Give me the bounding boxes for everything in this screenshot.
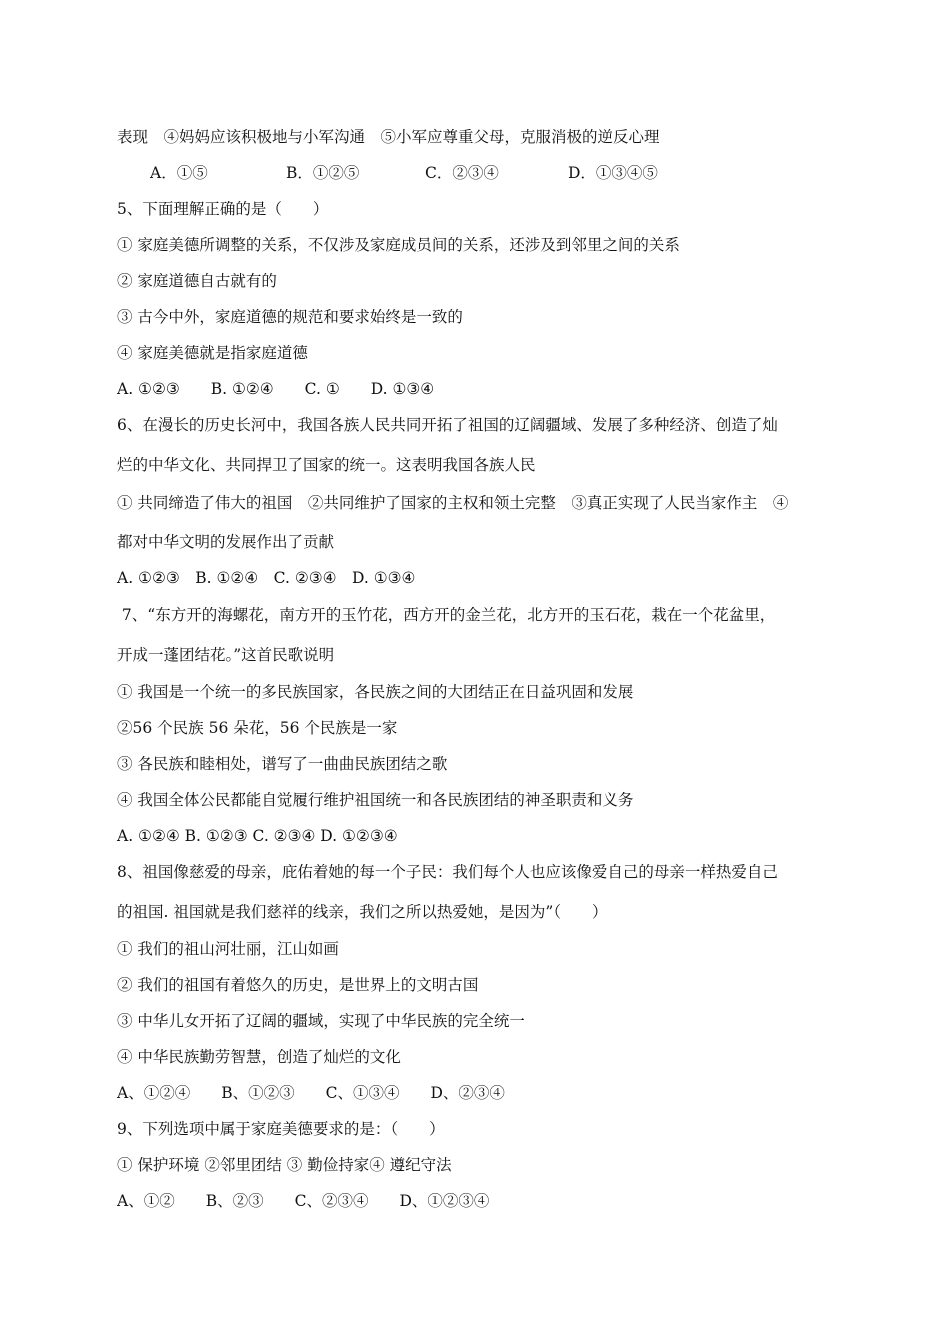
q6-stem-line-1: 6、在漫长的历史长河中，我国各族人民共同开拓了祖国的辽阔疆域、发展了多种经济、创造了灿 bbox=[117, 416, 778, 434]
q6-stem-line-2: 烂的中华文化、共同捍卫了国家的统一。这表明我国各族人民 bbox=[117, 456, 536, 474]
q9-stem: 9、下列选项中属于家庭美德要求的是：（ ） bbox=[117, 1120, 445, 1138]
q9-statements: ① 保护环境 ②邻里团结 ③ 勤俭持家④ 遵纪守法 bbox=[117, 1156, 452, 1174]
q7-statement-1: ① 我国是一个统一的多民族国家，各民族之间的大团结正在日益巩固和发展 bbox=[117, 683, 634, 701]
q8-stem-line-2: 的祖国. 祖国就是我们慈祥的线亲，我们之所以热爱她，是因为”（ ） bbox=[117, 903, 608, 921]
q4-option-a: A．①⑤ bbox=[150, 164, 208, 182]
q8-statement-1: ① 我们的祖山河壮丽，江山如画 bbox=[117, 940, 339, 958]
q5-stem: 5、下面理解正确的是（ ） bbox=[117, 200, 329, 218]
q8-statement-3: ③ 中华儿女开拓了辽阔的疆域，实现了中华民族的完全统一 bbox=[117, 1012, 525, 1030]
q5-statement-2: ② 家庭道德自古就有的 bbox=[117, 272, 277, 290]
q7-statement-2: ②56 个民族 56 朵花，56 个民族是一家 bbox=[117, 719, 398, 737]
q5-statement-4: ④ 家庭美德就是指家庭道德 bbox=[117, 344, 308, 362]
q8-stem-line-1: 8、祖国像慈爱的母亲，庇佑着她的每一个子民：我们每个人也应该像爱自己的母亲一样热爱自己 bbox=[117, 863, 778, 881]
q4-option-c: C．②③④ bbox=[425, 164, 499, 182]
q5-statement-1: ① 家庭美德所调整的关系，不仅涉及家庭成员间的关系，还涉及到邻里之间的关系 bbox=[117, 236, 680, 254]
q7-stem-line-2: 开成一蓬团结花。”这首民歌说明 bbox=[117, 646, 335, 664]
q5-options: A. ①②③ B. ①②④ C. ① D. ①③④ bbox=[117, 380, 435, 398]
q4-option-b: B．①②⑤ bbox=[286, 164, 360, 182]
q7-statement-3: ③ 各民族和睦相处，谱写了一曲曲民族团结之歌 bbox=[117, 755, 448, 773]
q4-options bbox=[150, 163, 750, 183]
q5-statement-3: ③ 古今中外，家庭道德的规范和要求始终是一致的 bbox=[117, 308, 463, 326]
q7-stem-line-1: 7、“东方开的海螺花，南方开的玉竹花，西方开的金兰花，北方开的玉石花，栽在一个花盆里， bbox=[117, 606, 776, 624]
q8-statement-4: ④ 中华民族勤劳智慧，创造了灿烂的文化 bbox=[117, 1048, 401, 1066]
q6-options: A. ①②③ B. ①②④ C. ②③④ D. ①③④ bbox=[117, 569, 416, 587]
q9-options: A、①② B、②③ C、②③④ D、①②③④ bbox=[117, 1192, 490, 1210]
q4-statements-continued: 表现 ④妈妈应该积极地与小军沟通 ⑤小军应尊重父母，克服消极的逆反心理 bbox=[117, 128, 660, 146]
q7-options: A. ①②④ B. ①②③ C. ②③④ D. ①②③④ bbox=[117, 827, 398, 845]
q8-statement-2: ② 我们的祖国有着悠久的历史，是世界上的文明古国 bbox=[117, 976, 479, 994]
q7-statement-4: ④ 我国全体公民都能自觉履行维护祖国统一和各民族团结的神圣职责和义务 bbox=[117, 791, 634, 809]
q8-options: A、①②④ B、①②③ C、①③④ D、②③④ bbox=[117, 1084, 505, 1102]
q4-option-d: D．①③④⑤ bbox=[568, 164, 658, 182]
q6-statements-line-1: ① 共同缔造了伟大的祖国 ②共同维护了国家的主权和领土完整 ③真正实现了人民当家作主 ④ bbox=[117, 494, 789, 512]
q6-statements-line-2: 都对中华文明的发展作出了贡献 bbox=[117, 533, 335, 551]
